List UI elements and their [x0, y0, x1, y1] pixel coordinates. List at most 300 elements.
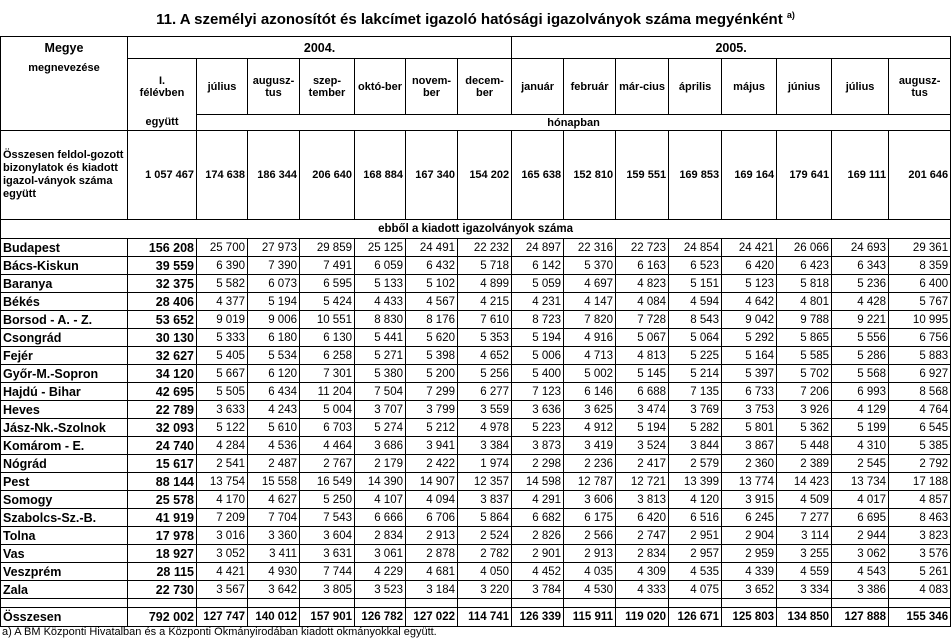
county-h1: 42 695 — [128, 383, 197, 401]
table-cell: 4 120 — [669, 491, 722, 509]
table-row — [1, 473, 951, 491]
total-processed-h1: 1 057 467 — [128, 131, 197, 220]
table-cell: 169 853 — [669, 131, 722, 220]
header-month-label: szep-tember — [308, 74, 346, 99]
table-cell: 6 180 — [248, 329, 300, 347]
table-cell: 7 491 — [300, 257, 355, 275]
header-megye: Megye — [1, 37, 128, 59]
table-cell: 167 340 — [406, 131, 458, 220]
table-cell: 3 567 — [197, 581, 248, 599]
county-h1: 39 559 — [128, 257, 197, 275]
table-cell: 7 504 — [355, 383, 406, 401]
county-name: Tolna — [1, 527, 128, 545]
header-month-label: április — [678, 80, 712, 93]
table-cell: 4 075 — [669, 581, 722, 599]
table-cell: 8 568 — [889, 383, 951, 401]
table-cell: 3 686 — [355, 437, 406, 455]
table-cell: 2 545 — [832, 455, 889, 473]
county-h1: 25 578 — [128, 491, 197, 509]
table-cell: 4 147 — [564, 293, 616, 311]
county-name: Vas — [1, 545, 128, 563]
table-cell: 3 334 — [777, 581, 832, 599]
table-cell: 24 491 — [406, 239, 458, 257]
table-cell: 4 464 — [300, 437, 355, 455]
table-cell: 2 878 — [406, 545, 458, 563]
table-cell: 5 333 — [197, 329, 248, 347]
table-cell: 2 957 — [669, 545, 722, 563]
table-cell: 127 888 — [832, 608, 889, 627]
table-cell: 4 284 — [197, 437, 248, 455]
table-cell: 6 432 — [406, 257, 458, 275]
table-cell: 126 671 — [669, 608, 722, 627]
table-cell: 6 130 — [300, 329, 355, 347]
header-month — [832, 59, 889, 115]
table-cell: 4 452 — [512, 563, 564, 581]
county-h1: 22 789 — [128, 401, 197, 419]
header-month — [458, 59, 512, 115]
table-cell: 2 951 — [669, 527, 722, 545]
table-cell: 3 411 — [248, 545, 300, 563]
table-cell: 3 220 — [458, 581, 512, 599]
table-cell: 5 424 — [300, 293, 355, 311]
table-cell: 5 400 — [512, 365, 564, 383]
table-row — [1, 527, 951, 545]
table-cell: 4 129 — [832, 401, 889, 419]
table-cell: 2 360 — [722, 455, 777, 473]
table-cell: 4 309 — [616, 563, 669, 581]
table-cell: 4 229 — [355, 563, 406, 581]
table-cell: 3 805 — [300, 581, 355, 599]
table-row — [1, 329, 951, 347]
table-cell: 16 549 — [300, 473, 355, 491]
table-cell: 8 723 — [512, 311, 564, 329]
table-cell: 6 695 — [832, 509, 889, 527]
header-month — [355, 59, 406, 115]
table-cell: 4 536 — [248, 437, 300, 455]
table-cell: 5 151 — [669, 275, 722, 293]
table-cell: 5 718 — [458, 257, 512, 275]
header-h1 — [128, 59, 197, 115]
table-cell: 3 255 — [777, 545, 832, 563]
header-month-label: július — [845, 80, 875, 93]
table-cell: 6 277 — [458, 383, 512, 401]
table-cell: 6 706 — [406, 509, 458, 527]
table-cell: 4 083 — [889, 581, 951, 599]
table-cell: 3 915 — [722, 491, 777, 509]
table-cell: 5 286 — [832, 347, 889, 365]
table-cell: 6 423 — [777, 257, 832, 275]
table-cell: 7 610 — [458, 311, 512, 329]
table-cell: 1 974 — [458, 455, 512, 473]
table-cell: 165 638 — [512, 131, 564, 220]
table-cell: 9 006 — [248, 311, 300, 329]
header-month-label: január — [521, 80, 555, 93]
county-name: Fejér — [1, 347, 128, 365]
table-cell: 5 067 — [616, 329, 669, 347]
header-month-label: május — [733, 80, 765, 93]
table-cell: 5 194 — [512, 329, 564, 347]
table-cell: 5 883 — [889, 347, 951, 365]
table-cell: 6 434 — [248, 383, 300, 401]
table-cell: 12 787 — [564, 473, 616, 491]
header-month-label: októ-ber — [358, 80, 402, 93]
county-name: Heves — [1, 401, 128, 419]
table-cell: 152 810 — [564, 131, 616, 220]
county-h1: 30 130 — [128, 329, 197, 347]
table-cell: 5 441 — [355, 329, 406, 347]
table-cell: 5 362 — [777, 419, 832, 437]
county-name: Békés — [1, 293, 128, 311]
table-cell: 4 930 — [248, 563, 300, 581]
table-cell: 6 420 — [722, 257, 777, 275]
table-cell: 169 111 — [832, 131, 889, 220]
table-cell: 5 385 — [889, 437, 951, 455]
county-name: Baranya — [1, 275, 128, 293]
table-cell: 5 194 — [248, 293, 300, 311]
data-table — [0, 36, 951, 627]
table-cell: 12 357 — [458, 473, 512, 491]
table-cell: 29 859 — [300, 239, 355, 257]
table-cell: 2 298 — [512, 455, 564, 473]
table-cell: 5 133 — [355, 275, 406, 293]
table-cell: 14 907 — [406, 473, 458, 491]
table-cell: 6 595 — [300, 275, 355, 293]
table-cell: 3 576 — [889, 545, 951, 563]
table-cell: 3 823 — [889, 527, 951, 545]
total-processed-label: Összesen feldol-gozott bizonylatok és kiadott igazol-ványok száma együtt — [1, 131, 128, 220]
table-cell: 5 534 — [248, 347, 300, 365]
table-cell: 2 389 — [777, 455, 832, 473]
county-name: Győr-M.-Sopron — [1, 365, 128, 383]
table-cell: 4 421 — [197, 563, 248, 581]
header-year-2005: 2005. — [512, 37, 951, 59]
table-cell: 7 820 — [564, 311, 616, 329]
table-cell: 201 646 — [889, 131, 951, 220]
table-cell: 3 633 — [197, 401, 248, 419]
table-cell: 4 215 — [458, 293, 512, 311]
table-cell: 6 146 — [564, 383, 616, 401]
table-row — [1, 545, 951, 563]
header-month — [669, 59, 722, 115]
table-cell: 5 212 — [406, 419, 458, 437]
county-name: Csongrád — [1, 329, 128, 347]
table-cell: 6 703 — [300, 419, 355, 437]
table-cell: 154 202 — [458, 131, 512, 220]
table-cell: 5 261 — [889, 563, 951, 581]
table-cell: 5 102 — [406, 275, 458, 293]
table-cell: 5 818 — [777, 275, 832, 293]
table-cell: 5 002 — [564, 365, 616, 383]
table-cell: 6 733 — [722, 383, 777, 401]
county-h1: 32 375 — [128, 275, 197, 293]
table-row — [1, 347, 951, 365]
table-cell: 5 223 — [512, 419, 564, 437]
table-cell: 27 973 — [248, 239, 300, 257]
table-cell: 14 598 — [512, 473, 564, 491]
header-h1-unit: együtt — [128, 115, 197, 131]
table-cell: 5 004 — [300, 401, 355, 419]
table-cell: 3 753 — [722, 401, 777, 419]
county-h1: 156 208 — [128, 239, 197, 257]
table-cell: 2 913 — [406, 527, 458, 545]
table-cell: 25 125 — [355, 239, 406, 257]
header-month — [406, 59, 458, 115]
table-cell: 127 747 — [197, 608, 248, 627]
table-cell: 5 122 — [197, 419, 248, 437]
table-cell: 3 474 — [616, 401, 669, 419]
table-cell: 5 702 — [777, 365, 832, 383]
table-cell: 5 236 — [832, 275, 889, 293]
county-name: Komárom - E. — [1, 437, 128, 455]
table-cell: 5 006 — [512, 347, 564, 365]
table-cell: 5 556 — [832, 329, 889, 347]
county-name: Veszprém — [1, 563, 128, 581]
table-cell: 3 062 — [832, 545, 889, 563]
table-cell: 140 012 — [248, 608, 300, 627]
table-cell: 2 541 — [197, 455, 248, 473]
table-cell: 4 543 — [832, 563, 889, 581]
table-cell: 4 310 — [832, 437, 889, 455]
table-cell: 4 333 — [616, 581, 669, 599]
county-rows — [1, 239, 951, 599]
table-cell: 3 926 — [777, 401, 832, 419]
table-cell: 5 194 — [616, 419, 669, 437]
table-cell: 4 857 — [889, 491, 951, 509]
table-cell: 119 020 — [616, 608, 669, 627]
table-cell: 3 799 — [406, 401, 458, 419]
header-year-2004: 2004. — [128, 37, 512, 59]
table-cell: 7 135 — [669, 383, 722, 401]
table-cell: 3 813 — [616, 491, 669, 509]
table-cell: 5 214 — [669, 365, 722, 383]
county-h1: 53 652 — [128, 311, 197, 329]
header-month — [197, 59, 248, 115]
county-h1: 17 978 — [128, 527, 197, 545]
table-row — [1, 509, 951, 527]
header-month-label: február — [570, 80, 609, 93]
table-cell: 126 339 — [512, 608, 564, 627]
header-month-label: decem-ber — [465, 74, 504, 99]
header-blank — [1, 115, 128, 131]
table-cell: 5 405 — [197, 347, 248, 365]
table-body — [1, 131, 951, 239]
table-cell: 169 164 — [722, 131, 777, 220]
table-cell: 5 610 — [248, 419, 300, 437]
table-cell: 24 897 — [512, 239, 564, 257]
header-month-label: már-cius — [619, 80, 665, 93]
table-cell: 3 559 — [458, 401, 512, 419]
table-header — [1, 37, 951, 131]
table-cell: 125 803 — [722, 608, 777, 627]
table-cell: 5 398 — [406, 347, 458, 365]
table-cell: 2 179 — [355, 455, 406, 473]
table-cell: 4 291 — [512, 491, 564, 509]
table-cell: 2 236 — [564, 455, 616, 473]
table-cell: 4 652 — [458, 347, 512, 365]
table-cell: 4 899 — [458, 275, 512, 293]
table-cell: 115 911 — [564, 608, 616, 627]
table-cell: 4 535 — [669, 563, 722, 581]
table-cell: 5 353 — [458, 329, 512, 347]
table-cell: 3 419 — [564, 437, 616, 455]
table-cell: 13 754 — [197, 473, 248, 491]
title-note: a) — [786, 10, 795, 20]
table-cell: 3 016 — [197, 527, 248, 545]
table-cell: 3 631 — [300, 545, 355, 563]
table-cell: 4 912 — [564, 419, 616, 437]
table-row — [1, 239, 951, 257]
header-h1-line2: félévben — [139, 86, 185, 99]
table-cell: 3 844 — [669, 437, 722, 455]
county-name: Somogy — [1, 491, 128, 509]
county-name: Borsod - A. - Z. — [1, 311, 128, 329]
table-cell: 157 901 — [300, 608, 355, 627]
table-cell: 5 199 — [832, 419, 889, 437]
table-cell: 5 064 — [669, 329, 722, 347]
table-cell: 8 543 — [669, 311, 722, 329]
table-cell: 4 567 — [406, 293, 458, 311]
table-cell: 2 767 — [300, 455, 355, 473]
of-which-label: ebből a kiadott igazolványok száma — [1, 220, 951, 239]
table-cell: 5 585 — [777, 347, 832, 365]
table-cell: 3 769 — [669, 401, 722, 419]
table-cell: 7 390 — [248, 257, 300, 275]
table-cell: 2 834 — [355, 527, 406, 545]
county-h1: 88 144 — [128, 473, 197, 491]
table-cell: 4 713 — [564, 347, 616, 365]
county-name: Hajdú - Bihar — [1, 383, 128, 401]
table-cell: 9 042 — [722, 311, 777, 329]
table-cell: 6 420 — [616, 509, 669, 527]
table-cell: 17 188 — [889, 473, 951, 491]
table-cell: 13 774 — [722, 473, 777, 491]
table-row — [1, 383, 951, 401]
table-cell: 5 864 — [458, 509, 512, 527]
table-cell: 8 176 — [406, 311, 458, 329]
table-cell: 127 022 — [406, 608, 458, 627]
of-which-row — [1, 220, 951, 239]
table-cell: 4 559 — [777, 563, 832, 581]
table-cell: 5 448 — [777, 437, 832, 455]
table-cell: 2 417 — [616, 455, 669, 473]
table-cell: 7 301 — [300, 365, 355, 383]
table-row — [1, 257, 951, 275]
table-cell: 9 788 — [777, 311, 832, 329]
table-cell: 6 545 — [889, 419, 951, 437]
table-cell: 5 145 — [616, 365, 669, 383]
table-cell: 22 316 — [564, 239, 616, 257]
header-month — [512, 59, 564, 115]
table-cell: 6 390 — [197, 257, 248, 275]
table-cell: 5 256 — [458, 365, 512, 383]
table-cell: 4 764 — [889, 401, 951, 419]
total-processed-row — [1, 131, 951, 220]
table-row — [1, 455, 951, 473]
county-h1: 22 730 — [128, 581, 197, 599]
table-cell: 3 052 — [197, 545, 248, 563]
header-month — [564, 59, 616, 115]
table-cell: 22 723 — [616, 239, 669, 257]
table-row — [1, 401, 951, 419]
table-cell: 12 721 — [616, 473, 669, 491]
header-month — [248, 59, 300, 115]
table-cell: 179 641 — [777, 131, 832, 220]
county-name: Nógrád — [1, 455, 128, 473]
table-cell: 6 993 — [832, 383, 889, 401]
table-cell: 5 505 — [197, 383, 248, 401]
table-cell: 6 343 — [832, 257, 889, 275]
header-month-label: június — [787, 80, 821, 93]
header-month — [616, 59, 669, 115]
table-cell: 9 019 — [197, 311, 248, 329]
table-row — [1, 275, 951, 293]
table-cell: 155 346 — [889, 608, 951, 627]
table-cell: 2 487 — [248, 455, 300, 473]
table-cell: 3 636 — [512, 401, 564, 419]
table-cell: 3 642 — [248, 581, 300, 599]
table-cell: 3 604 — [300, 527, 355, 545]
table-cell: 3 184 — [406, 581, 458, 599]
table-cell: 186 344 — [248, 131, 300, 220]
table-cell: 5 250 — [300, 491, 355, 509]
table-cell: 2 579 — [669, 455, 722, 473]
table-cell: 22 232 — [458, 239, 512, 257]
table-cell: 2 566 — [564, 527, 616, 545]
table-cell: 5 200 — [406, 365, 458, 383]
table-cell: 6 163 — [616, 257, 669, 275]
header-month-label: július — [207, 80, 237, 93]
table-cell: 2 959 — [722, 545, 777, 563]
grand-total-row — [1, 608, 951, 627]
table-cell: 2 901 — [512, 545, 564, 563]
table-cell: 2 782 — [458, 545, 512, 563]
table-cell: 3 384 — [458, 437, 512, 455]
table-cell: 4 594 — [669, 293, 722, 311]
table-cell: 13 399 — [669, 473, 722, 491]
county-h1: 15 617 — [128, 455, 197, 473]
table-cell: 3 625 — [564, 401, 616, 419]
table-cell: 4 339 — [722, 563, 777, 581]
title-text: 11. A személyi azonosítót és lakcímet igazoló hatósági igazolványok száma megyénként — [156, 11, 783, 28]
table-cell: 5 380 — [355, 365, 406, 383]
table-footer — [1, 599, 951, 627]
table-cell: 2 422 — [406, 455, 458, 473]
table-cell: 6 400 — [889, 275, 951, 293]
spacer-row — [1, 599, 951, 608]
table-cell: 6 120 — [248, 365, 300, 383]
table-cell: 3 061 — [355, 545, 406, 563]
header-megye-nev: megnevezése — [1, 59, 128, 115]
table-cell: 14 390 — [355, 473, 406, 491]
table-cell: 4 107 — [355, 491, 406, 509]
table-cell: 24 854 — [669, 239, 722, 257]
table-cell: 5 582 — [197, 275, 248, 293]
table-cell: 7 543 — [300, 509, 355, 527]
county-h1: 32 093 — [128, 419, 197, 437]
table-cell: 15 558 — [248, 473, 300, 491]
table-cell: 4 231 — [512, 293, 564, 311]
table-cell: 6 059 — [355, 257, 406, 275]
table-cell: 5 282 — [669, 419, 722, 437]
table-cell: 4 697 — [564, 275, 616, 293]
table-cell: 174 638 — [197, 131, 248, 220]
table-cell: 25 700 — [197, 239, 248, 257]
table-cell: 4 084 — [616, 293, 669, 311]
table-cell: 2 913 — [564, 545, 616, 563]
table-cell: 2 826 — [512, 527, 564, 545]
table-cell: 10 995 — [889, 311, 951, 329]
table-cell: 4 823 — [616, 275, 669, 293]
